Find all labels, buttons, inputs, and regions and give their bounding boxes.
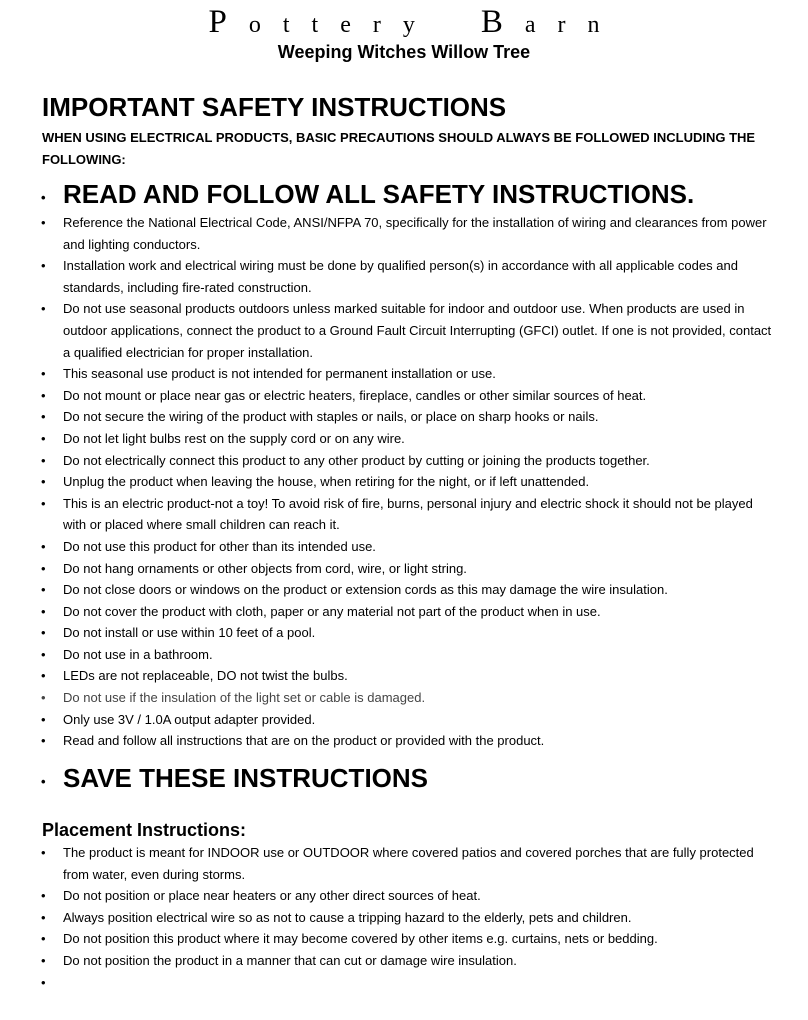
bullet: • [41, 711, 46, 727]
bullet: • [41, 474, 46, 490]
bullet: • [41, 690, 46, 706]
bullet: • [41, 190, 46, 205]
list-item [36, 558, 776, 580]
bullet: • [41, 538, 46, 554]
brand-word-pottery [197, 4, 425, 43]
list-item [36, 450, 776, 472]
placement-title: Placement Instructions: [42, 820, 247, 840]
list-item [36, 907, 776, 929]
bullet: • [41, 888, 46, 904]
list-item [36, 687, 776, 709]
brand-letter: o [248, 12, 261, 38]
list-item-text: The product is meant for INDOOR use or OUTDOOR where covered patios and covered porches that are fully protected from water, even during storms. [63, 845, 754, 882]
list-item [36, 950, 776, 972]
list-item-text: Reference the National Electrical Code, ANSI/NFPA 70, specifically for the installation of wiring and clearances from power and lighting conductors. [63, 215, 767, 252]
list-item-text: Unplug the product when leaving the house, when retiring for the night, or if left unattended. [63, 474, 590, 490]
bullet: • [41, 452, 46, 468]
list-item [36, 928, 776, 950]
safety-lead-item [36, 177, 776, 211]
brand-letter: B [480, 4, 503, 40]
brand-letter: r [557, 12, 566, 38]
bullet: • [41, 646, 46, 662]
brand-logo [0, 4, 808, 43]
list-item-text: Always position electrical wire so as not to cause a tripping hazard to the elderly, pets and children. [63, 909, 632, 925]
list-item-text: Do not cover the product with cloth, paper or any material not part of the product when in use. [63, 603, 601, 619]
list-item [36, 622, 776, 644]
bullet: • [41, 974, 46, 990]
list-item [36, 385, 776, 407]
list-item-text: Installation work and electrical wiring must be done by qualified person(s) in accordance with all applicable codes and standards, including fire-rated construction. [63, 258, 738, 295]
list-item [36, 363, 776, 385]
bullet: • [41, 733, 46, 749]
list-item-text: Do not use seasonal products outdoors unless marked suitable for indoor and outdoor use. When products are used in outdoor applications, connect the product to a Ground Fault Circuit Interrupting (GFCI) outlet. If one is not provided, contact a qualified electrician for proper installation. [63, 301, 772, 360]
bullet: • [41, 909, 46, 925]
list-item [36, 644, 776, 666]
brand-letter: a [524, 12, 536, 38]
list-item-text: Do not let light bulbs rest on the supply cord or on any wire. [63, 430, 405, 446]
list-item [36, 885, 776, 907]
bullet: • [41, 409, 46, 425]
bullet: • [41, 603, 46, 619]
brand-letter: e [340, 12, 351, 38]
list-item-text: Do not electrically connect this product to any other product by cutting or joining the products together. [63, 452, 650, 468]
list-item-text: Do not use this product for other than its intended use. [63, 538, 376, 554]
bullet: • [41, 774, 46, 789]
brand-letter: t [282, 12, 290, 38]
brand-letter: y [402, 12, 415, 38]
list-item-text: Do not use in a bathroom. [63, 646, 213, 662]
bullet: • [41, 560, 46, 576]
list-item-text: Only use 3V / 1.0A output adapter provided. [63, 711, 316, 727]
list-item [36, 842, 776, 885]
list-item-text: Do not secure the wiring of the product with staples or nails, or place on sharp hooks or nails. [63, 409, 599, 425]
list-item [36, 665, 776, 687]
list-item-text: READ AND FOLLOW ALL SAFETY INSTRUCTIONS. [63, 179, 695, 209]
list-item-text: Do not use if the insulation of the light set or cable is damaged. [63, 690, 426, 706]
list-item [36, 298, 776, 363]
list-item-text: LEDs are not replaceable, DO not twist the bulbs. [63, 668, 348, 684]
bullet: • [41, 258, 46, 274]
bullet: • [41, 366, 46, 382]
list-item-text: Do not position or place near heaters or any other direct sources of heat. [63, 888, 481, 904]
list-item-text: Do not hang ornaments or other objects from cord, wire, or light string. [63, 560, 467, 576]
bullet: • [41, 952, 46, 968]
list-item-text: Do not close doors or windows on the product or extension cords as this may damage the wire insulation. [63, 582, 668, 598]
bullet: • [41, 582, 46, 598]
placement-instructions-list [36, 842, 776, 990]
list-item [36, 255, 776, 298]
brand-letter: t [311, 12, 319, 38]
list-item [36, 428, 776, 450]
save-instructions-item [36, 761, 776, 795]
list-item-text: This seasonal use product is not intended for permanent installation or use. [63, 366, 496, 382]
list-item-text: This is an electric product-not a toy! To avoid risk of fire, burns, personal injury and electric shock it should not be played with or placed where small children can reach it. [63, 495, 753, 533]
save-instructions-list [36, 761, 776, 795]
list-item-text: Do not position the product in a manner that can cut or damage wire insulation. [63, 952, 517, 968]
brand-letter: n [587, 12, 600, 38]
bullet: • [41, 430, 46, 446]
list-item-text: Do not position this product where it may become covered by other items e.g. curtains, nets or bedding. [63, 931, 658, 947]
bullet: • [41, 495, 46, 511]
bullet: • [41, 931, 46, 947]
list-item [36, 601, 776, 623]
list-item [36, 579, 776, 601]
safety-intro: WHEN USING ELECTRICAL PRODUCTS, BASIC PRECAUTIONS SHOULD ALWAYS BE FOLLOWED INCLUDING THE FOLLOWING: [42, 130, 756, 167]
brand-letter: P [208, 4, 227, 40]
brand-word-barn [470, 4, 611, 43]
bullet: • [41, 625, 46, 641]
list-item [36, 493, 776, 536]
list-item [36, 212, 776, 255]
safety-instructions-list [36, 177, 776, 752]
safety-title: IMPORTANT SAFETY INSTRUCTIONS [42, 92, 507, 122]
list-item [36, 471, 776, 493]
bullet: • [41, 215, 46, 230]
list-item-text: Do not mount or place near gas or electric heaters, fireplace, candles or other similar sources of heat. [63, 387, 647, 403]
list-item [36, 406, 776, 428]
list-item [36, 536, 776, 558]
bullet: • [41, 387, 46, 403]
list-item-text: Do not install or use within 10 feet of a pool. [63, 625, 316, 641]
list-item-text: SAVE THESE INSTRUCTIONS [63, 763, 429, 793]
list-item [36, 709, 776, 731]
product-name: Weeping Witches Willow Tree [277, 42, 531, 62]
list-item-text: Read and follow all instructions that are on the product or provided with the product. [63, 733, 545, 749]
bullet: • [41, 668, 46, 684]
brand-letter: r [372, 12, 381, 38]
bullet: • [41, 845, 46, 860]
list-item [36, 730, 776, 752]
bullet: • [41, 301, 46, 317]
